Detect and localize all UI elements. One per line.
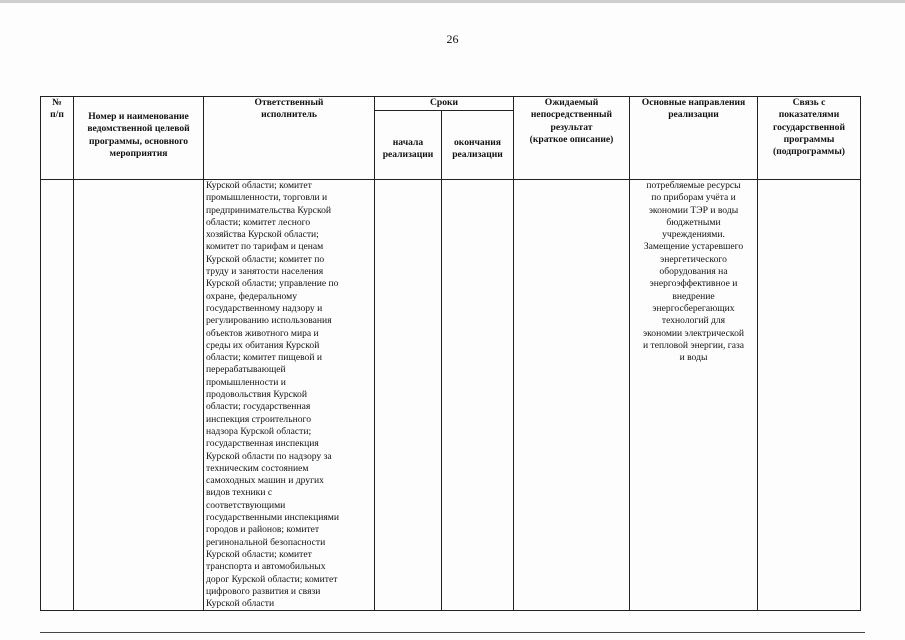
header-num: № п/п: [41, 97, 74, 180]
header-program: Номер и наименование ведомственной целевой программы, основного мероприятия: [74, 97, 204, 180]
header-link: Связь с показателями государственной программы (подпрограммы): [758, 97, 861, 180]
executor-text-line: среды их обитания Курской: [206, 339, 320, 351]
executor-text-line: техническим состоянием: [206, 462, 309, 474]
cell-num: [41, 180, 74, 611]
executor-text-line: области; комитет лесного: [206, 216, 311, 228]
executor-text-line: транспорта и автомобильных: [206, 561, 326, 573]
executor-text-line: дорог Курской области; комитет: [206, 573, 338, 585]
executor-text-line: промышленности и: [206, 376, 286, 388]
header-start: начала реализации: [375, 111, 442, 180]
executor-text-line: охране, федеральному: [206, 290, 298, 302]
executor-text-line: государственному надзору и: [206, 302, 323, 314]
executor-text-line: перерабатывающей: [206, 364, 286, 376]
cell-end: [442, 180, 514, 611]
executor-text-line: хозяйства Курской области;: [206, 229, 319, 241]
executor-text-line: Курской области по надзору за: [206, 450, 332, 462]
executor-text-line: государственная инспекция: [206, 438, 319, 450]
executor-text-line: Курской области: [206, 598, 275, 610]
executor-text-line: объектов животного мира и: [206, 327, 319, 339]
cell-link: [758, 180, 861, 611]
executor-text-line: инспекция строительного: [206, 413, 311, 425]
executor-text-line: Курской области; комитет: [206, 180, 312, 191]
directions-text-line: энергетического: [660, 253, 727, 265]
directions-text-line: и тепловой энергии, газа: [642, 339, 745, 351]
header-executor: Ответственный исполнитель: [204, 97, 375, 180]
page-bottom-edge: [40, 632, 865, 633]
executor-text-line: Курской области; комитет: [206, 548, 312, 560]
directions-text-line: и воды: [679, 352, 708, 364]
executor-text-line: комитет по тарифам и ценам: [206, 241, 324, 253]
executor-text-line: области; комитет пищевой и: [206, 352, 323, 364]
header-directions: Основные направления реализации: [630, 97, 758, 180]
header-result: Ожидаемый непосредственный результат (краткое описание): [514, 97, 630, 180]
directions-text-line: оборудования на: [659, 266, 728, 278]
executor-text-line: области; государственная: [206, 401, 311, 413]
directions-text-line: экономии электрической: [642, 327, 745, 339]
page-number: 26: [446, 32, 459, 46]
directions-text-line: внедрение: [672, 290, 715, 302]
cell-result: [514, 180, 630, 611]
directions-text-line: бюджетными: [666, 216, 721, 228]
directions-text-line: по приборам учёта и: [651, 192, 736, 204]
executor-text-line: государственными инспекциями: [206, 512, 339, 524]
executor-text-line: цифрового развития и связи: [206, 585, 321, 597]
executor-text-line: городов и районов; комитет: [206, 524, 320, 536]
executor-text-line: труду и занятости населения: [206, 266, 324, 278]
cell-directions: [630, 180, 758, 611]
measures-table: [40, 96, 861, 611]
directions-text-line: энергосберегающих: [652, 302, 735, 314]
header-end: окончания реализации: [442, 111, 514, 180]
executor-text-line: надзора Курской области;: [206, 425, 312, 437]
header-terms: Сроки: [375, 97, 514, 111]
directions-text-line: энергоэффективное и: [649, 278, 738, 290]
executor-text-line: Курской области; комитет по: [206, 253, 325, 265]
scan-edge-top: [0, 0, 905, 3]
table-row: [41, 180, 861, 611]
directions-text-line: потребляемые ресурсы: [646, 180, 741, 191]
executor-text-line: регинональной безопасности: [206, 536, 326, 548]
executor-text-line: самоходных машин и других: [206, 475, 324, 487]
executor-text-line: Курской области; управление по: [206, 278, 339, 290]
executor-text-line: видов техники с: [206, 487, 273, 499]
directions-text-line: Замещение устаревшего: [643, 241, 744, 253]
directions-text-line: учреждениями.: [662, 229, 725, 241]
executor-text-line: соответствующими: [206, 499, 286, 511]
executor-text-line: продовольствия Курской: [206, 389, 307, 401]
executor-text-line: промышленности, торговли и: [206, 192, 328, 204]
cell-start: [375, 180, 442, 611]
executor-text-line: регулированию использования: [206, 315, 332, 327]
header-row-top: [41, 97, 861, 111]
cell-executor: [204, 180, 375, 611]
directions-text-line: технологий для: [661, 315, 726, 327]
executor-text-line: предпринимательства Курской: [206, 204, 332, 216]
directions-text-line: экономии ТЭР и воды: [648, 204, 739, 216]
cell-program: [74, 180, 204, 611]
